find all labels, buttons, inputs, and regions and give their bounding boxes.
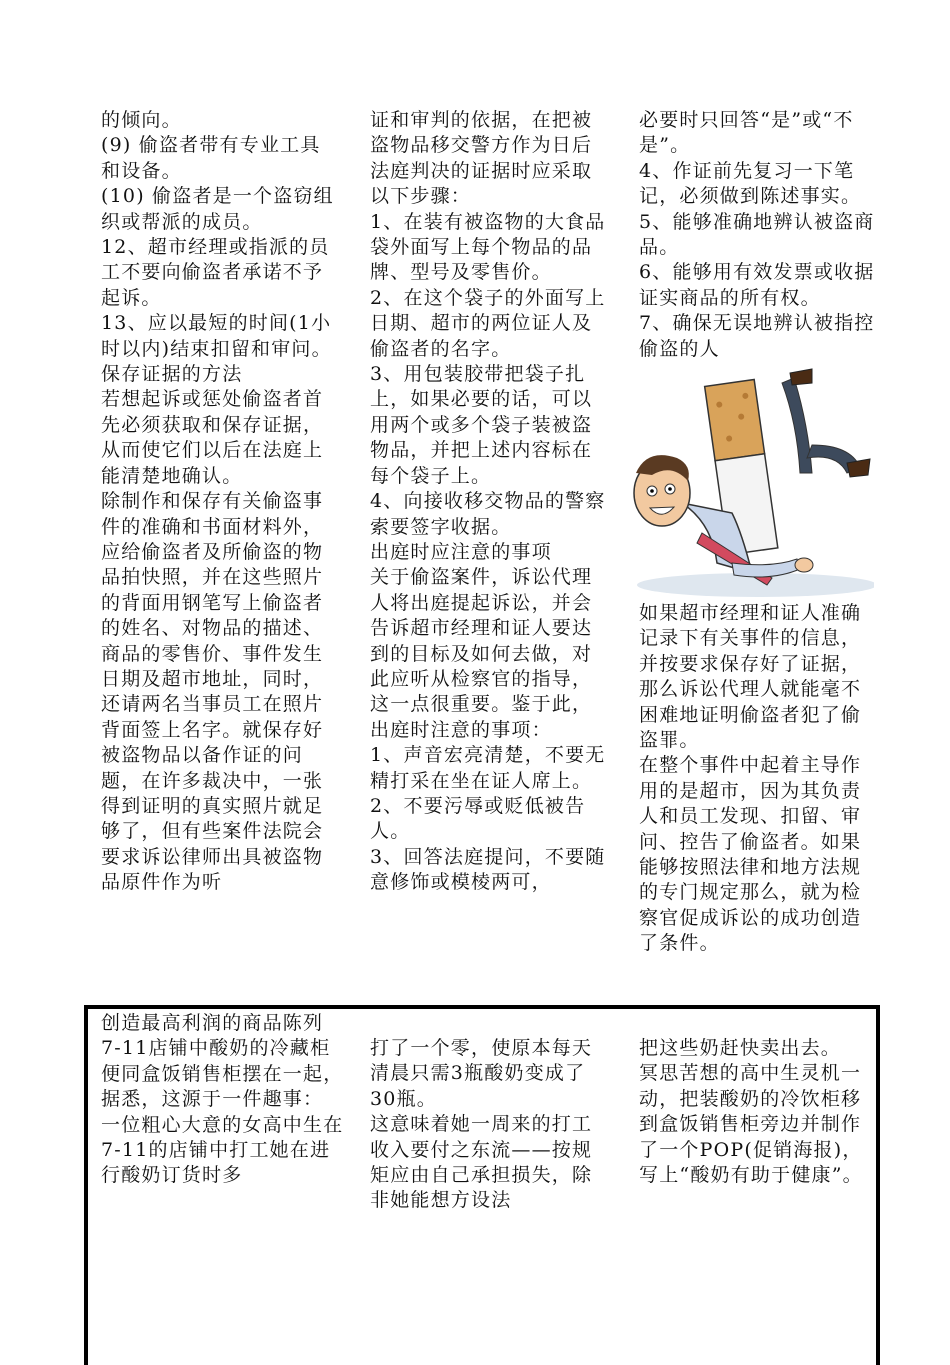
paragraph: 3、回答法庭提问，不要随意修饰或模棱两可，	[370, 845, 606, 894]
paragraph: 证和审判的依据，在把被盗物品移交警方作为日后法庭判决的证据时应采取以下步骤：	[370, 109, 593, 208]
text-column-3	[639, 108, 875, 362]
paragraph: 这意味着她一周来的打工收入要付之东流——按规矩应由自己承担损失，除非她能想方设法	[370, 1113, 593, 1212]
paragraph: 7、确保无误地辨认被指控偷盗的人	[639, 312, 875, 360]
paragraph: 12、超市经理或指派的员工不要向偷盗者承诺不予起诉。	[101, 236, 330, 309]
paragraph: 除制作和保存有关偷盗事件的准确和书面材料外，应给偷盗者及所偷盗的物品拍快照，并在这些照片的背面用钢笔写上偷盗者的姓名、对物品的描述、商品的零售价、事件发生日期及超市地址，同时，还请两名当事员工在照片背面签上名字。就保存好被盗物品以备作证的问题，在许多裁决中，一张得到证明的真实照片就足够了，但有些案件法院会要求诉讼律师出具被盗物品原件作为听	[101, 490, 324, 894]
paragraph: 3、用包装胶带把袋子扎上，如果必要的话，可以用两个或多个袋子装被盗物品，并把上述内容标在每个袋子上。	[370, 363, 593, 487]
paragraph: 如果超市经理和证人准确记录下有关事件的信息，并按要求保存好了证据，那么诉讼代理人就能毫不困难地证明偷盗者犯了偷盗罪。	[639, 602, 862, 752]
box-heading: 创造最高利润的商品陈列	[101, 1012, 324, 1034]
section-heading: 出庭时应注意的事项	[370, 540, 552, 563]
paragraph: 6、能够用有效发票或收据证实商品的所有权。	[639, 261, 875, 309]
paragraph: 必要时只回答“是”或“不是”。	[639, 109, 854, 157]
box-column-2	[370, 1036, 606, 1214]
paragraph: 若想起诉或惩处偷盗者首先必须获取和保存证据，从而使它们以后在法庭上能清楚地确认。	[101, 388, 324, 487]
cigarette-man-illustration	[622, 363, 874, 599]
text-column-2	[370, 108, 606, 896]
paragraph: 1、在装有被盗物的大食品袋外面写上每个物品的品牌、型号及零售价。	[370, 210, 606, 284]
text-column-3-continued	[639, 601, 875, 957]
paragraph: (10) 偷盗者是一个盗窃组织或帮派的成员。	[101, 185, 334, 233]
paragraph: 1、声音宏亮清楚，不要无精打采在坐在证人席上。	[370, 744, 606, 792]
paragraph: 打了一个零，使原本每天清晨只需3瓶酸奶变成了30瓶。	[370, 1037, 593, 1110]
paragraph: 5、能够准确地辨认被盗商品。	[639, 210, 875, 259]
box-column-1	[101, 1011, 346, 1189]
paragraph: 13、应以最短的时间(1小时以内)结束扣留和审问。	[101, 312, 332, 360]
cartoon-illustration	[622, 363, 874, 599]
paragraph: 2、在这个袋子的外面写上日期、超市的两位证人及偷盗者的名字。	[370, 286, 606, 360]
paragraph: (9) 偷盗者带有专业工具和设备。	[101, 134, 321, 182]
paragraph: 7-11店铺中酸奶的冷藏柜便同盒饭销售柜摆在一起，据悉，这源于一件趣事：	[101, 1037, 344, 1111]
paragraph: 在整个事件中起着主导作用的是超市，因为其负责人和员工发现、扣留、审问、控告了偷盗者。如果能够按照法律和地方法规的专门规定那么，就为检察官促成诉讼的成功创造了条件。	[639, 754, 862, 955]
section-heading: 保存证据的方法	[101, 363, 243, 386]
box-column-3	[639, 1036, 875, 1188]
paragraph: 的倾向。	[101, 109, 182, 131]
paragraph: 2、不要污辱或贬低被告人。	[370, 794, 586, 843]
paragraph: 4、作证前先复习一下笔记，必须做到陈述事实。	[639, 159, 862, 208]
paragraph: 把这些奶赶快卖出去。	[639, 1037, 842, 1059]
text-column-1	[101, 108, 339, 896]
paragraph: 关于偷盗案件，诉讼代理人将出庭提起诉讼，并会告诉超市经理和证人要达到的目标及如何去做，对此应听从检察官的指导，这一点很重要。鉴于此，出庭时注意的事项：	[370, 566, 593, 741]
paragraph: 一位粗心大意的女高中生在7-11的店铺中打工她在进行酸奶订货时多	[101, 1113, 344, 1187]
paragraph: 冥思苦想的高中生灵机一动，把装酸奶的冷饮柜移到盒饭销售柜旁边并制作了一个POP(促销海报)，写上“酸奶有助于健康”。	[639, 1062, 863, 1187]
paragraph: 4、向接收移交物品的警察索要签字收据。	[370, 490, 606, 538]
